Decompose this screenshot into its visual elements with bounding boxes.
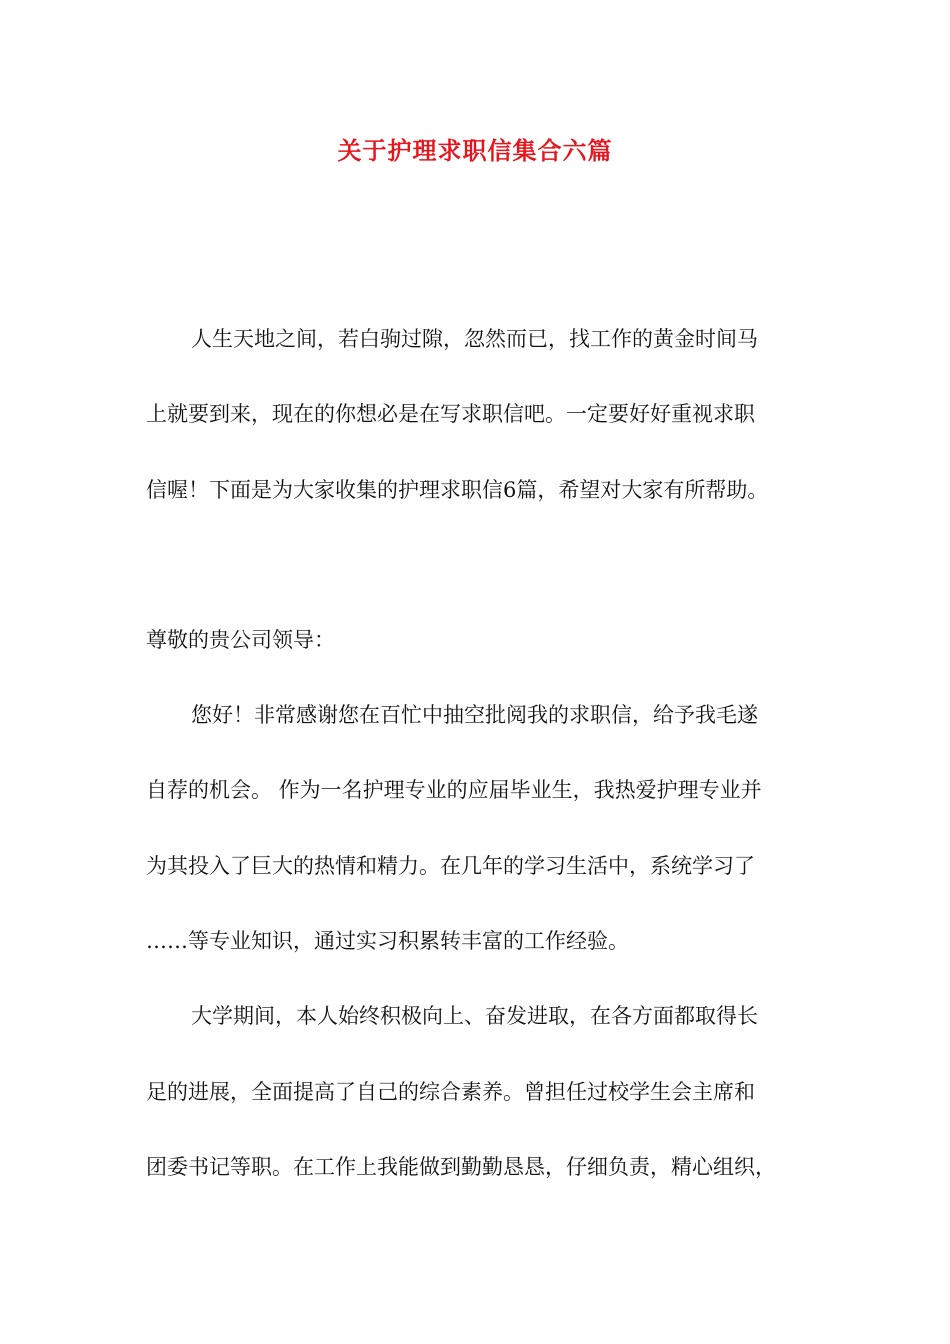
paragraph-line: 您好！非常感谢您在百忙中抽空批阅我的求职信，给予我毛遂 [191, 703, 758, 727]
paragraph-line: 为其投入了巨大的热情和精力。在几年的学习生活中，系统学习了 [146, 854, 755, 878]
paragraph-line: 团委书记等职。在工作上我能做到勤勤恳恳，仔细负责，精心组织， [146, 1155, 776, 1179]
paragraph-line: 人生天地之间，若白驹过隙，忽然而已，找工作的黄金时间马 [191, 327, 758, 351]
paragraph-line: 信喔！下面是为大家收集的护理求职信6篇，希望对大家有所帮助。 [146, 478, 769, 502]
paragraph-line: 自荐的机会。 作为一名护理专业的应届毕业生，我热爱护理专业并 [146, 778, 762, 802]
paragraph-line: ……等专业知识，通过实习积累转丰富的工作经验。 [146, 929, 629, 953]
paragraph-line: 足的进展，全面提高了自己的综合素养。曾担任过校学生会主席和 [146, 1080, 755, 1104]
paragraph-line: 上就要到来，现在的你想必是在写求职信吧。一定要好好重视求职 [146, 402, 755, 426]
document-title: 关于护理求职信集合六篇 [337, 136, 613, 165]
salutation-line: 尊敬的贵公司领导： [146, 628, 335, 652]
paragraph-line: 大学期间，本人始终积极向上、奋发进取，在各方面都取得长 [191, 1004, 758, 1028]
